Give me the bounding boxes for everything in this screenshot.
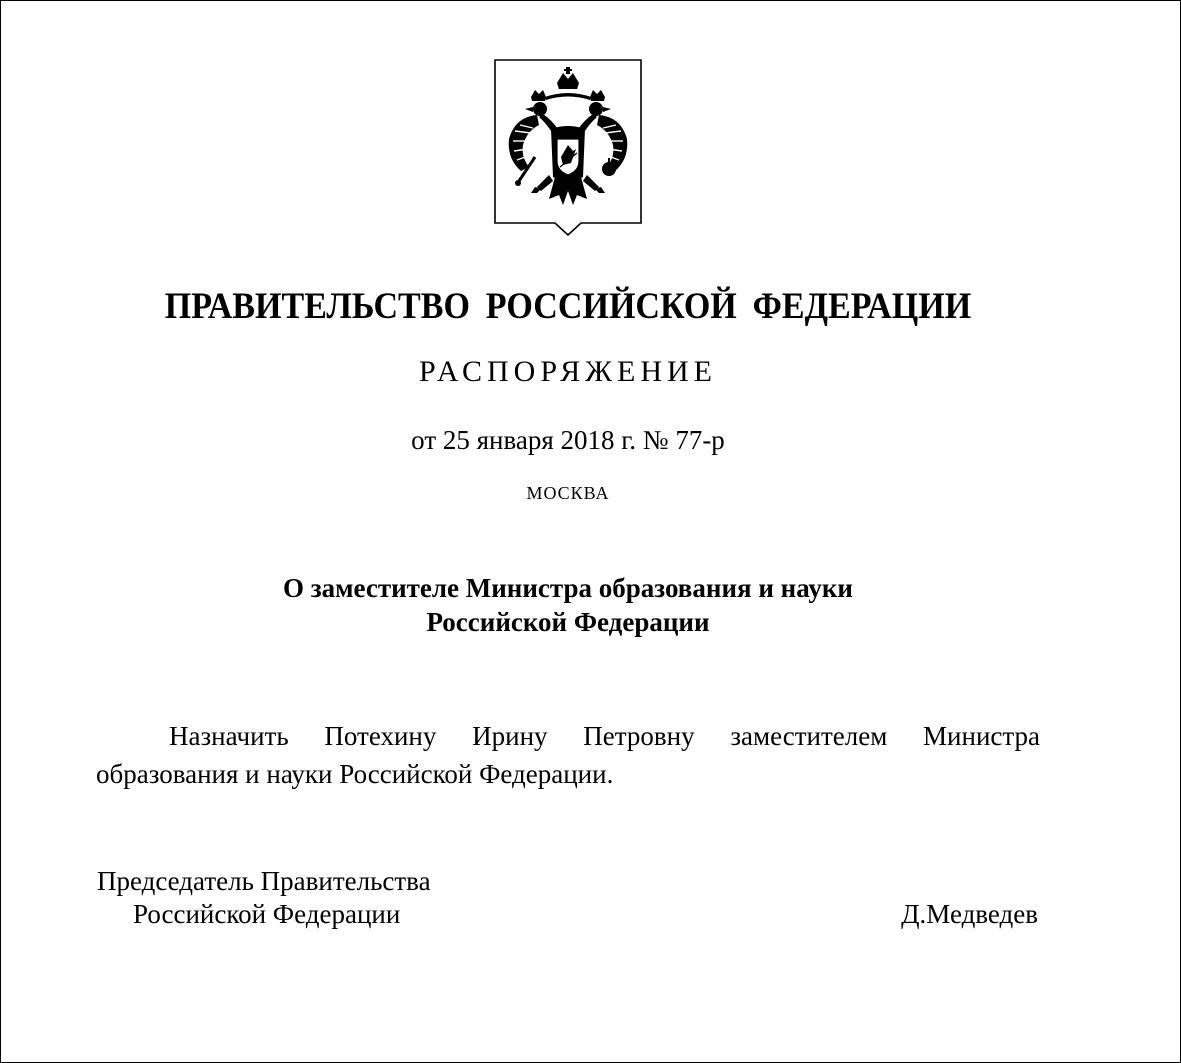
order-paragraph: Назначить Потехину Ирину Петровну заместителем Министра образования и науки Российской Федерации. [96,721,1040,789]
signer-name: Д.Медведев [901,899,1038,929]
subject-line-2: Российской Федерации [426,607,710,637]
document-city: МОСКВА [526,483,610,503]
signer-title-line-1: Председатель Правительства [97,866,431,896]
document-subject [1,571,1135,639]
document-type: РАСПОРЯЖЕНИЕ [418,355,718,388]
document-date-number: от 25 января 2018 г. № 77-р [411,425,725,455]
organization-title: ПРАВИТЕЛЬСТВО РОССИЙСКОЙ ФЕДЕРАЦИИ [164,286,972,327]
subject-line-1: О заместителе Министра образования и науки [283,573,853,603]
coat-of-arms-icon [493,59,643,237]
signer-title [97,865,431,931]
signer-title-line-2: Российской Федерации [133,899,401,929]
